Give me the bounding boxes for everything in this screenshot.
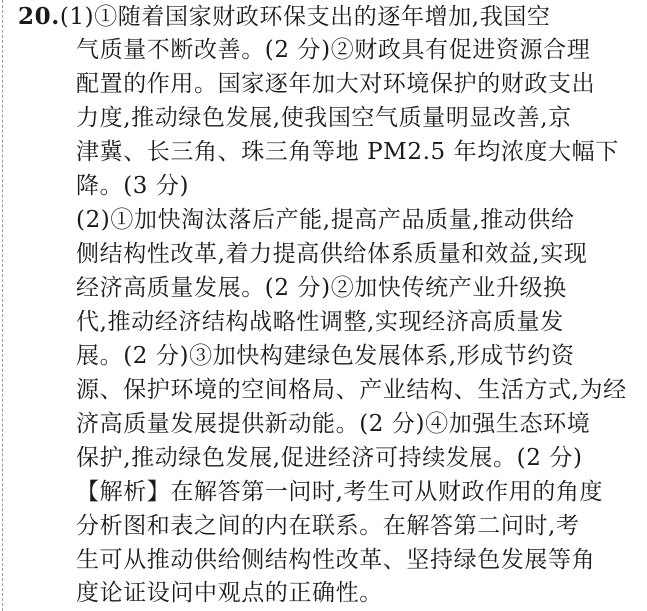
answer-line-11: 展。(2 分)③加快构建绿色发展体系,形成节约资: [76, 343, 575, 369]
dashed-margin-rule: [2, 0, 3, 611]
answer-line-10: 代,推动经济结构战略性调整,实现经济高质量发: [76, 309, 564, 335]
answer-line-3: 配置的作用。国家逐年加大对环境保护的财政支出: [76, 71, 596, 97]
analysis-line-2: 分析图和表之间的内在联系。在解答第二问时,考: [76, 513, 580, 539]
answer-line-1: [18, 2, 551, 32]
answer-line-1-text: (1)①随着国家财政环保支出的逐年增加,我国空: [59, 4, 551, 30]
question-number: 20.: [18, 3, 60, 30]
answer-line-13: 济高质量发展提供新动能。(2 分)④加强生态环境: [76, 411, 591, 437]
answer-line-6: 降。(3 分): [76, 173, 190, 199]
answer-line-2: 气质量不断改善。(2 分)②财政具有促进资源合理: [76, 37, 591, 63]
analysis-line-3: 生可从推动供给侧结构性改革、坚持绿色发展等角: [76, 547, 596, 573]
analysis-line-4: 度论证设问中观点的正确性。: [76, 580, 383, 606]
analysis-line-1: 【解析】在解答第一问时,考生可从财政作用的角度: [76, 479, 604, 505]
answer-line-9: 经济高质量发展。(2 分)②加快传统产业升级换: [76, 275, 567, 301]
answer-line-7: (2)①加快淘汰落后产能,提高产品质量,推动供给: [76, 207, 575, 233]
answer-line-14: 保护,推动绿色发展,促进经济可持续发展。(2 分): [76, 445, 583, 471]
answer-line-12: 源、保护环境的空间格局、产业结构、生活方式,为经: [76, 377, 627, 403]
answer-line-4: 力度,推动绿色发展,使我国空气质量明显改善,京: [76, 105, 572, 131]
answer-line-5: 津冀、长三角、珠三角等地 PM2.5 年均浓度大幅下: [76, 139, 619, 165]
answer-line-8: 侧结构性改革,着力提高供给体系质量和效益,实现: [76, 241, 588, 267]
